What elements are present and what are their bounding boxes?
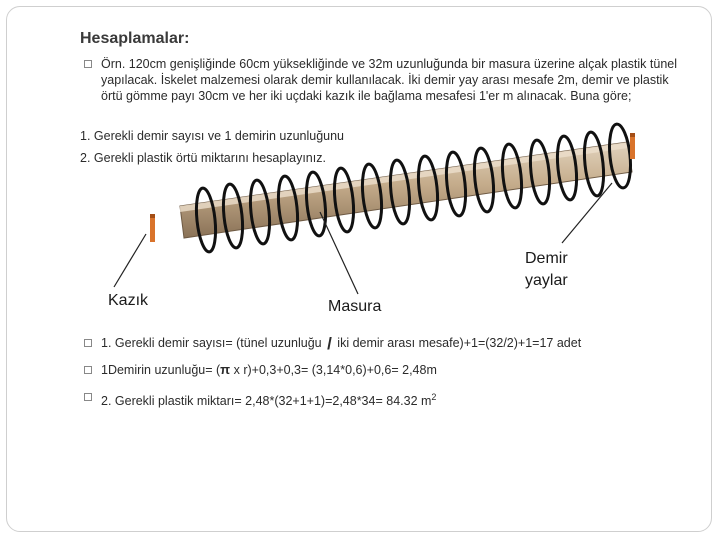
- question-1: 1. Gerekli demir sayısı ve 1 demirin uzunluğunu: [80, 129, 345, 143]
- slide-title: Hesaplamalar:: [80, 30, 190, 47]
- bed-label: Masura: [328, 298, 382, 315]
- calc-line2-part2: x r)+0,3+0,3= (3,14*0,6)+0,6= 2,48m: [230, 363, 437, 377]
- square-bullet-icon: [84, 366, 92, 374]
- hoops-label: Demir yaylar: [525, 250, 568, 289]
- square-bullet-icon: [84, 393, 92, 401]
- calc-line1-part1: 1. Gerekli demir sayısı= (tünel uzunluğu: [101, 336, 322, 350]
- stake-label: Kazık: [108, 292, 149, 309]
- calc-line1-part2: iki demir arası mesafe)+1=(32/2)+1=17 adet: [337, 336, 582, 350]
- calc-line3-text: 2. Gerekli plastik miktarı= 2,48*(32+1+1)=2,48*34= 84.32 m: [101, 394, 432, 409]
- square-bullet-icon: [84, 339, 92, 347]
- calc-line1-slash: /: [327, 334, 332, 353]
- calc-iron-count: [101, 335, 691, 352]
- calc-line2-part1: 1Demirin uzunluğu= (: [101, 363, 221, 377]
- calc-plastic-amount: [101, 389, 436, 409]
- stake-leader-line: [114, 234, 146, 287]
- question-2: 2. Gerekli plastik örtü miktarını hesaplayınız.: [80, 151, 326, 165]
- calc-iron-length: [101, 362, 437, 378]
- calc-line3-superscript: 2: [431, 392, 437, 402]
- hoops-leader-line: [562, 183, 612, 243]
- left-stake: [150, 214, 155, 242]
- pi-symbol: π: [220, 362, 231, 377]
- problem-text: Örn. 120cm genişliğinde 60cm yüksekliğinde ve 32m uzunluğunda bir masura üzerine alçak plastik tünel yapılacak. İskelet malzemesi olarak demir kullanılacak. İki demir yay arası mesafe 2m, demir ve plastik örtü gömme payı 30cm ve her iki uçdaki kazık ile bağlama mesafesi 1'er m alınacak. Buna göre;: [101, 57, 678, 103]
- right-stake: [630, 133, 635, 159]
